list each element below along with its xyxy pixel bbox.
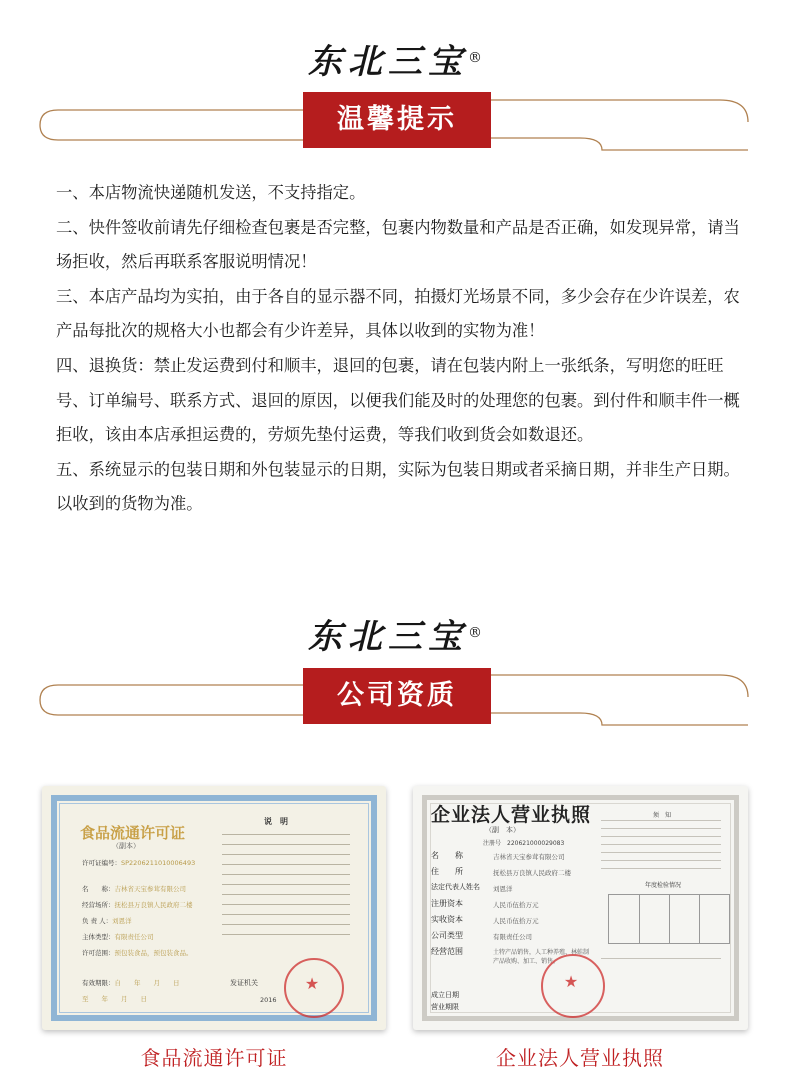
brand-name-2: 东北三宝 [308,617,468,657]
annual-inspection-grid [608,894,730,944]
license-label: 公司类型 [431,931,463,940]
brand-name: 东北三宝 [308,42,468,82]
food-permit-line: 主体类型：有限责任公司 [82,933,154,941]
license-value: 抚松县万良镇人民政府二楼 [493,869,571,877]
food-permit-line: 经营场所：抚松县万良镇人民政府二楼 [82,901,193,909]
food-permit-doc-title: 食品流通许可证 [80,824,186,842]
notice-section-title: 温馨提示 [303,92,491,148]
business-license-caption: 企业法人营业执照 [496,1046,664,1070]
food-permit-doc-sub: （副本） [112,842,140,850]
license-term-label: 营业期限 [431,1003,459,1011]
business-license-image [413,786,748,1030]
license-label: 法定代表人姓名 [431,883,480,891]
food-permit-caption: 食品流通许可证 [140,1046,288,1070]
license-label: 住 所 [431,867,463,876]
license-value: 刘恩洋 [493,885,513,893]
notice-item-2: 二、快件签收前请先仔细检查包裹是否完整，包裹内物数量和产品是否正确，如发现异常，请当场拒收，然后再联系客服说明情况！ [56,217,740,272]
food-permit-line: 有效期限：自 年 月 日 [82,979,180,987]
deco-line-2a [40,685,320,700]
deco-line-1b [40,125,303,140]
license-reg-no: 注册号 220621000029083 [483,840,565,847]
license-label: 名 称 [431,851,463,860]
license-doc-title: 企业法人营业执照 [431,804,592,826]
license-value: 有限责任公司 [493,933,532,941]
food-permit-line: 至 年 月 日 [82,995,147,1003]
food-permit-line: 负 责 人：刘恩洋 [82,917,132,925]
notice-item-5: 五、系统显示的包装日期和外包装显示的日期，实际为包装日期或者采摘日期，并非生产日期。以收到的货物为准。 [56,459,740,514]
deco-line-2b [40,700,303,715]
deco-line-1d [491,138,748,150]
brand-logo-2 [0,617,790,657]
registered-mark: ® [468,50,482,66]
license-value: 人民币伍拾万元 [493,901,539,909]
license-doc-sub: （副 本） [485,826,520,834]
license-label: 实收资本 [431,915,463,924]
food-permit-issuer: 发证机关 [230,979,258,987]
notice-item-3: 三、本店产品均为实拍，由于各自的显示器不同，拍摄灯光场景不同，多少会存在少许误差，农产品每批次的规格大小也都会有少许差异，具体以收到的实物为准！ [56,286,740,341]
food-permit-line: 许可证编号：SP2206211010006493 [82,859,196,867]
license-value: 土特产品销售，人工种养殖、林蛙制产品收购、加工、销售。 [493,949,590,965]
company-section-title: 公司资质 [303,668,491,724]
notice-item-1: 一、本店物流快递随机发送，不支持指定。 [56,183,366,202]
food-permit-line: 许可范围：预包装食品，预包装食品。 [82,949,193,957]
license-date-label: 成立日期 [431,991,459,999]
license-notes-title: 须 知 [653,812,672,819]
food-permit-notes-title: 说 明 [264,817,288,826]
notice-list [56,176,746,522]
deco-line-2d [491,713,748,725]
license-annual-title: 年度检验情况 [645,882,682,889]
deco-line-2c [491,675,748,697]
seal-star-icon: ★ [304,974,320,993]
deco-line-1c [491,100,748,122]
food-permit-line: 名 称：吉林省天宝参茸有限公司 [82,885,186,893]
seal-star-icon: ★ [563,972,579,991]
food-permit-certificate-image [42,786,386,1030]
brand-logo [0,42,790,82]
deco-line-1a [40,110,320,125]
registered-mark-2: ® [468,625,482,641]
license-value: 人民币伍拾万元 [493,917,539,925]
license-label: 注册资本 [431,899,463,908]
notice-item-4: 四、退换货：禁止发运费到付和顺丰，退回的包裹，请在包装内附上一张纸条，写明您的旺旺号、订单编号、联系方式、退回的原因，以便我们能及时的处理您的包裹。到付件和顺丰件一概拒收，该由本店承担运费的，劳烦先垫付运费，等我们收到货会如数退还。 [56,355,740,445]
license-label: 经营范围 [431,947,463,956]
food-permit-year: 2016 [260,996,277,1004]
license-value: 吉林省天宝参茸有限公司 [493,853,565,861]
